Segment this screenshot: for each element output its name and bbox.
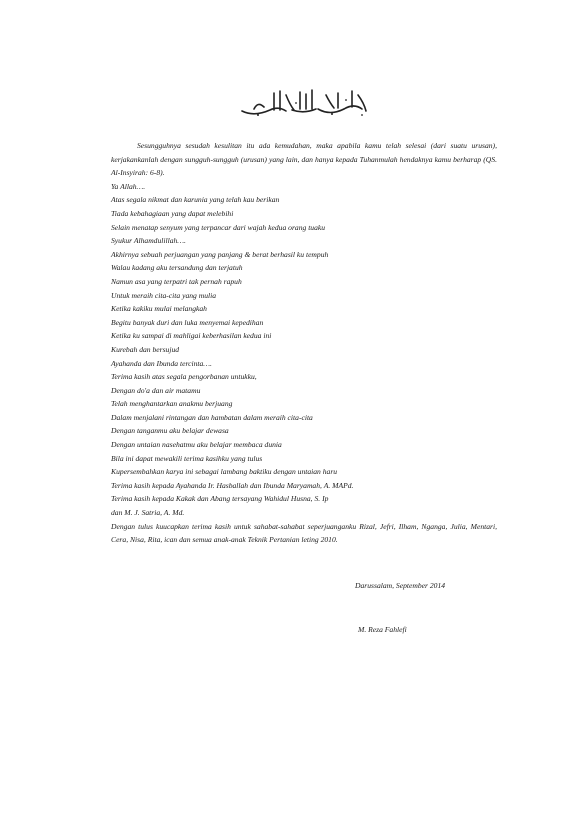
dedication-line: Bila ini dapat mewakili terima kasihku yang tulus bbox=[111, 453, 263, 463]
dedication-body bbox=[111, 139, 497, 547]
place-date: Darussalam, September 2014 bbox=[355, 581, 446, 590]
dedication-line: Begitu banyak duri dan luka menyemai kepedihan bbox=[111, 317, 264, 327]
dedication-line: Tiada kebahagiaan yang dapat melebihi bbox=[111, 208, 234, 218]
dedication-line: Walau kadang aku tersandung dan terjatuh bbox=[111, 263, 243, 273]
dedication-line: Syukur Alhamdulillah…. bbox=[111, 236, 186, 246]
dedication-line: Ketika kakiku mulai melangkah bbox=[111, 304, 207, 314]
dedication-line: dan M. J. Satria, A. Md. bbox=[111, 508, 185, 518]
dedication-line: Ayahanda dan Ibunda tercinta…. bbox=[111, 358, 212, 368]
dedication-line: Dalam menjalani rintangan dan hambatan dalam meraih cita-cita bbox=[111, 412, 313, 422]
dedication-line: Terima kasih atas segala pengorbanan untukku, bbox=[111, 372, 257, 382]
opening-paragraph: Sesungguhnya sesudah kesulitan itu ada kemudahan, maka apabila kamu telah selesai (dari suatu urusan), kerjakankanlah dengan sungguh-sungguh (urusan) yang lain, dan hanya kepada Tuhanmulah hendaknya kamu berharap (QS. Al-Insyirah: 6-8). bbox=[111, 141, 497, 178]
dedication-line: Akhirnya sebuah perjuangan yang panjang & berat berhasil ku tempuh bbox=[111, 249, 329, 259]
basmala-calligraphy-icon bbox=[234, 83, 374, 119]
dedication-line: Dengan untaian nasehatmu aku belajar membaca dunia bbox=[111, 440, 282, 450]
dedication-line: Ya Allah…. bbox=[111, 181, 146, 191]
signer-name: M. Reza Fahlefi bbox=[358, 625, 407, 634]
closing-paragraph: Dengan tulus kuucapkan terima kasih untuk sahabat-sahabat seperjuanganku Rizal, Jefri, Ilham, Nganga, Julia, Mentari, Cera, Nisa, Rita, ican dan semua anak-anak Teknik Pertanian leting 2010. bbox=[111, 521, 497, 545]
dedication-line: Namun asa yang terpatri tak pernah rapuh bbox=[111, 276, 242, 286]
dedication-line: Kupersembahkan karya ini sebagai lambang baktiku dengan untaian haru bbox=[111, 467, 338, 477]
dedication-line: Terima kasih kepada Kakak dan Abang tersayang Wahidul Husna, S. Ip bbox=[111, 494, 329, 504]
dedication-line: Dengan tanganmu aku belajar dewasa bbox=[111, 426, 229, 436]
dedication-line: Ketika ku sampai di mahligai keberhasilan kedua ini bbox=[111, 331, 272, 341]
dedication-line: Untuk meraih cita-cita yang mulia bbox=[111, 290, 217, 300]
dedication-line: Selain menatap senyum yang terpancar dari wajah kedua orang tuaku bbox=[111, 222, 326, 232]
dedication-line: Telah menghantarkan anakmu berjuang bbox=[111, 399, 233, 409]
dedication-line: Terima kasih kepada Ayahanda Ir. Hasballah dan Ibunda Maryamah, A. MAPd. bbox=[111, 480, 354, 490]
dedication-line: Dengan do'a dan air matamu bbox=[111, 385, 201, 395]
dedication-line: Kurebah dan bersujud bbox=[111, 344, 180, 354]
dedication-line: Atas segala nikmat dan karunia yang telah kau berikan bbox=[111, 195, 280, 205]
